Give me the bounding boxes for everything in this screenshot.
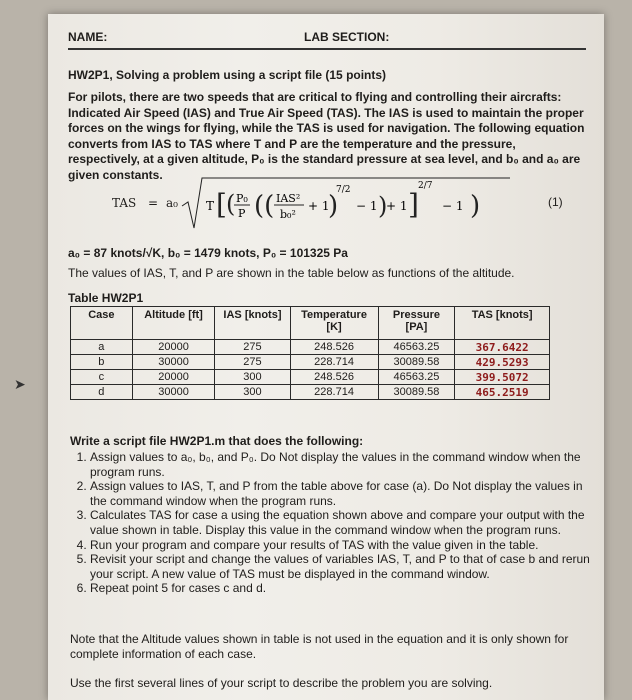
mouse-cursor-icon: ➤ [14, 376, 26, 392]
cell-pressure: 30089.58 [378, 355, 455, 370]
list-item: 3. Calculates TAS for case a using the equation shown above and compare your output with the value shown in table. Display this value in the command window when the program runs. [90, 508, 600, 537]
final-instruction: Use the first several lines of your script to describe the problem you are solving. [70, 676, 493, 690]
instructions-lead: Write a script file HW2P1.m that does the following: [70, 434, 364, 448]
problem-title: HW2P1, Solving a problem using a script file (15 points) [68, 68, 387, 82]
equation-ias2: IAS² [276, 192, 301, 205]
list-item: 1. Assign values to a₀, b₀, and P₀. Do Not display the values in the command window when the program runs. [90, 450, 600, 479]
cell-temperature: 248.526 [290, 340, 378, 355]
cell-case: a [71, 340, 133, 355]
table-row [71, 385, 550, 400]
equation-minus1-b: − 1 [442, 199, 464, 213]
equation-plus1-b: + 1 [386, 199, 408, 213]
equation-number: (1) [548, 195, 563, 209]
equation-exp-72: 7/2 [336, 185, 351, 195]
values-sentence: The values of IAS, T, and P are shown in the table below as functions of the altitude. [68, 266, 515, 280]
cell-case: b [71, 355, 133, 370]
steps-list [70, 450, 600, 596]
equation-a0: a₀ [166, 196, 178, 210]
cell-temperature: 248.526 [290, 370, 378, 385]
col-header-case: Case [71, 307, 133, 340]
cell-temperature: 228.714 [290, 385, 378, 400]
data-table [70, 306, 550, 400]
col-header-altitude: Altitude [ft] [132, 307, 215, 340]
equation-b02: b₀² [280, 208, 296, 221]
table-row [71, 355, 550, 370]
equation-lhs: TAS [112, 196, 137, 210]
cell-altitude: 20000 [132, 340, 215, 355]
equation-minus1-a: − 1 [356, 199, 378, 213]
svg-text:): ) [328, 191, 339, 221]
intro-paragraph: For pilots, there are two speeds that are critical to flying and controlling their aircrafts: Indicated Air Speed (IAS) and True Air Speed (TAS). The IAS is used to maintain the proper forces on the wings for flying, while the TAS is used for navigation. The following equation converts from IAS to TAS where T and P are the temperature and the pressure, respectively, at a given altitude, P₀ is the standard pressure at sea level, and b₀ and a₀ are given constants. [68, 90, 585, 182]
svg-text:(: ( [226, 190, 236, 218]
col-header-ias: IAS [knots] [215, 307, 290, 340]
cell-tas: 367.6422 [455, 340, 550, 355]
cell-pressure: 46563.25 [378, 370, 455, 385]
cell-pressure: 46563.25 [378, 340, 455, 355]
worksheet-page [48, 14, 604, 700]
cell-altitude: 20000 [132, 370, 215, 385]
list-item: 4. Run your program and compare your results of TAS with the value given in the table. [90, 538, 600, 553]
svg-text:]: ] [408, 188, 419, 221]
table-row [71, 370, 550, 385]
tas-equation [108, 176, 528, 234]
equation-plus1-a: + 1 [308, 199, 330, 213]
list-item: 6. Repeat point 5 for cases c and d. [90, 581, 600, 596]
svg-text:((: (( [254, 191, 275, 221]
col-header-temperature: Temperature [K] [290, 307, 378, 340]
svg-text:): ) [378, 192, 388, 220]
equation-T: T [206, 199, 215, 213]
equation-exp-27: 2/7 [418, 181, 433, 191]
cell-tas: 465.2519 [455, 385, 550, 400]
equation-P0: P₀ [236, 192, 248, 205]
name-label: NAME: [68, 30, 108, 44]
cell-ias: 300 [215, 370, 290, 385]
cell-tas: 429.5293 [455, 355, 550, 370]
list-item: 5. Revisit your script and change the values of variables IAS, T, and P to that of case b and rerun your script. A new value of TAS must be displayed in the command window. [90, 552, 600, 581]
table-header-row [71, 307, 550, 340]
svg-text:): ) [470, 191, 481, 221]
cell-ias: 275 [215, 340, 290, 355]
note-paragraph: Note that the Altitude values shown in table is not used in the equation and it is only shown for complete information of each case. [70, 632, 569, 661]
equation-equals: = [148, 196, 159, 210]
list-item: 2. Assign values to IAS, T, and P from the table above for case (a). Do Not display the values in the command window when the program runs. [90, 479, 600, 508]
cell-altitude: 30000 [132, 355, 215, 370]
col-header-pressure: Pressure [PA] [378, 307, 455, 340]
cell-case: d [71, 385, 133, 400]
constants-line: a₀ = 87 knots/√K, b₀ = 1479 knots, P₀ = 101325 Pa [68, 246, 348, 260]
table-title: Table HW2P1 [68, 291, 144, 305]
svg-text:[: [ [216, 188, 227, 221]
cell-pressure: 30089.58 [378, 385, 455, 400]
cell-altitude: 30000 [132, 385, 215, 400]
equation-P: P [238, 207, 246, 220]
col-header-tas: TAS [knots] [455, 307, 550, 340]
cell-ias: 275 [215, 355, 290, 370]
equation-radical [180, 176, 510, 234]
header-bar [68, 30, 586, 50]
cell-ias: 300 [215, 385, 290, 400]
table-row [71, 340, 550, 355]
cell-case: c [71, 370, 133, 385]
cell-temperature: 228.714 [290, 355, 378, 370]
cell-tas: 399.5072 [455, 370, 550, 385]
lab-section-label: LAB SECTION: [304, 30, 390, 44]
